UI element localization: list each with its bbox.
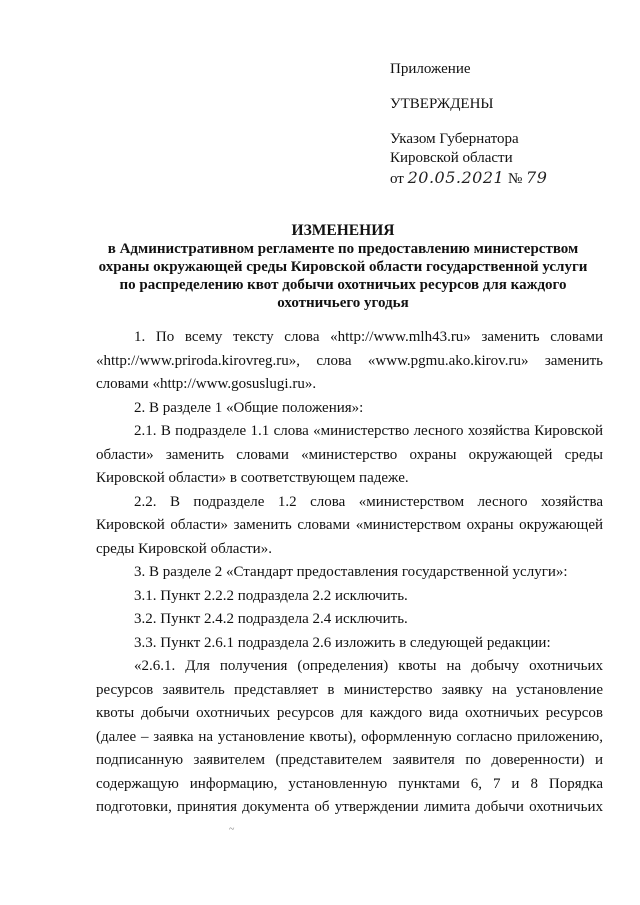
document-title: ИЗМЕНЕНИЯ — [291, 222, 395, 239]
appendix-label: Приложение — [390, 61, 471, 77]
date-prefix: от — [390, 171, 404, 187]
paragraph: 3.1. Пункт 2.2.2 подраздела 2.2 исключить. — [134, 587, 408, 604]
paragraph: 1. По всему тексту слова «http://www.mlh43.ru» заменить словами «http://www.priroda.kirovreg.ru», слова «www.pgmu.ako.kirov.ru» заменить словами «http://www.gosuslugi.ru». — [96, 329, 603, 392]
paragraph: «2.6.1. Для получения (определения) квоты на добычу охотничьих ресурсов заявитель представляет в министерство заявку на установление квоты добычи охотничьих ресурсов для каждого вида охотничьих ресурсов (далее – заявка на установление квоты), оформленную согласно приложению, подписанную заявителем (представителем заявителя по доверенности) и содержащую информацию, установленную пунктами 6, 7 и 8 Порядка подготовки, принятия документа об утверждении лимита добычи охотничьих — [96, 658, 603, 815]
paragraph: 2.1. В подразделе 1.1 слова «министерство лесного хозяйства Кировской области» заменить словами «министерство охраны окружающей среды Кировской области» в соответствующем падеже. — [96, 423, 603, 486]
paragraph: 3.2. Пункт 2.4.2 подраздела 2.4 исключить. — [134, 611, 408, 627]
document-heading — [60, 222, 626, 312]
paragraph: 3.3. Пункт 2.6.1 подраздела 2.6 изложить в следующей редакции: — [134, 634, 551, 651]
paragraph: 2. В разделе 1 «Общие положения»: — [134, 399, 364, 416]
paragraph: 2.2. В подразделе 1.2 слова «министерством лесного хозяйства Кировской области» заменить словами «министерством охраны окружающей среды Кировской области». — [96, 493, 603, 557]
decree-date-line — [390, 168, 630, 189]
heading-line: охраны окружающей среды Кировской области государственной услуги — [98, 259, 588, 275]
footer-mark: ~ — [229, 824, 235, 835]
number-label: № — [507, 171, 523, 187]
decree-line-1: Указом Губернатора — [390, 131, 519, 147]
document-body — [96, 326, 603, 820]
paragraph: 3. В разделе 2 «Стандарт предоставления государственной услуги»: — [134, 564, 568, 580]
heading-line: охотничьего угодья — [277, 295, 409, 311]
handwritten-number: 79 — [526, 168, 548, 187]
handwritten-date: 20.05.2021 — [407, 168, 505, 187]
approved-label: УТВЕРЖДЕНЫ — [390, 96, 494, 112]
decree-line-2: Кировской области — [390, 150, 513, 166]
heading-line: в Административном регламенте по предоставлению министерством — [107, 241, 579, 257]
heading-line: по распределению квот добычи охотничьих ресурсов для каждого — [119, 277, 567, 293]
approval-block — [390, 60, 630, 189]
